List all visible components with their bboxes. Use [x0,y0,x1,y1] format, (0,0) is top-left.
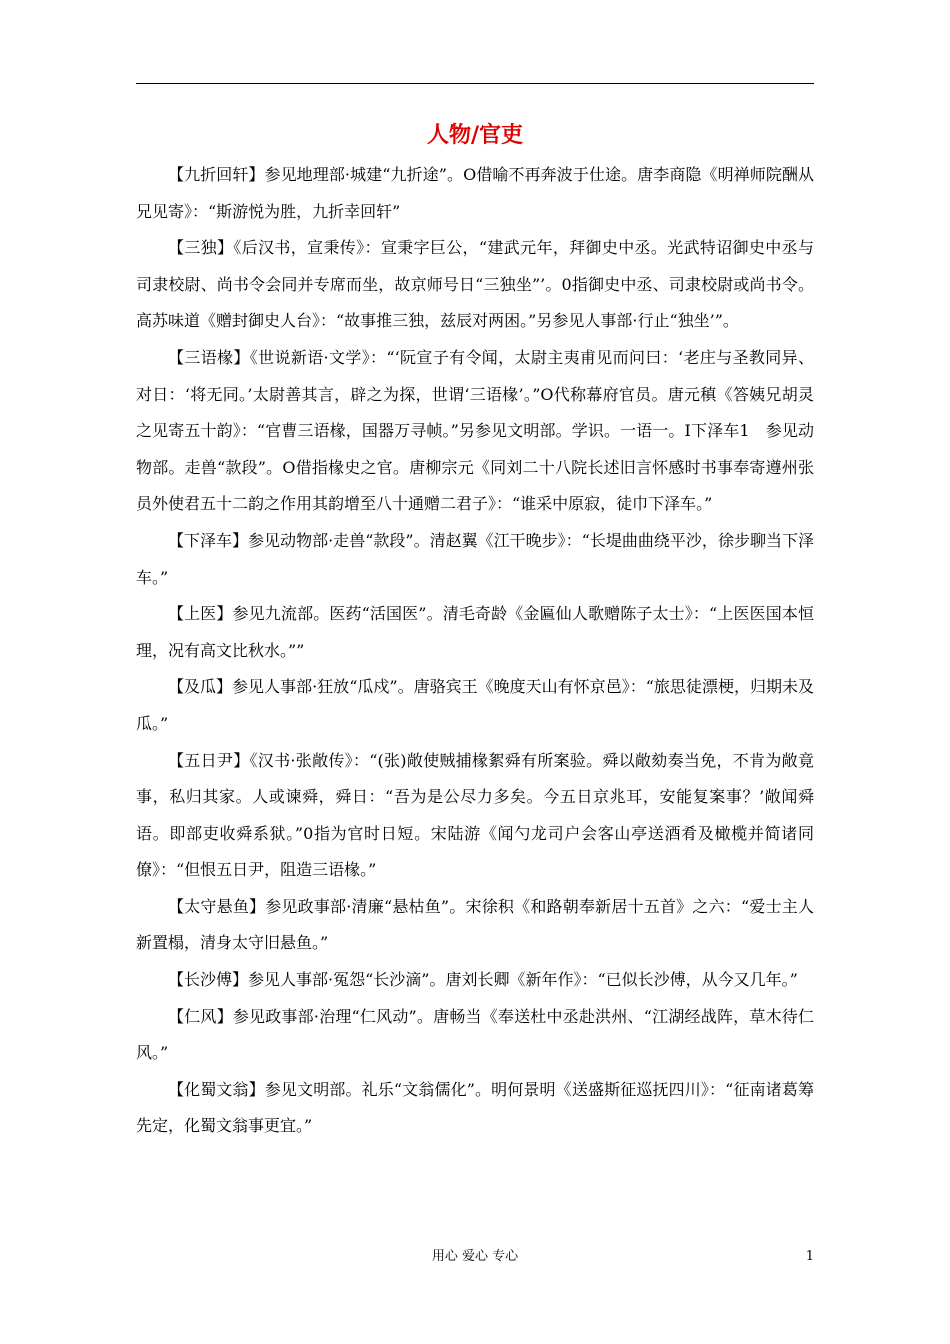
entry-list [136,157,814,1145]
page-title: 人物/官吏 [426,122,524,148]
entry-huashu-wenweng: 【化蜀文翁】参见文明部。礼乐“文翁儒化”。明何景明《送盛斯征巡抚四川》：“征南诸葛筹先定，化蜀文翁事更宜。” [136,1079,814,1136]
entry-wu-ri-yin: 【五日尹】《汉书·张敞传》：“(张)敞使贼捕椽絮舜有所案验。舜以敞劾奏当免，不肯为敞竟事，私归其家。人或谏舜，舜日：“吾为是公尽力多矣。今五日京兆耳，安能复案事？’敞闻舜语。即部吏收舜系狱。”0指为官时日短。宋陆游《闻勺龙司户会客山亭送酒肴及橄榄并简诸同僚》：“但恨五日尹，阻造三语椽。” [136,750,814,880]
entry-xia-ze-che: 【下泽车】参见动物部·走兽“款段”。清赵翼《江干晚步》：“长堤曲曲绕平沙，徐步聊当下泽车。” [136,530,814,587]
entry-ji-gua: 【及瓜】参见人事部·狂放“瓜戍”。唐骆宾王《晚度天山有怀京邑》：“旅思徒漂梗，归期未及瓜。” [136,677,814,733]
entry-taishou-xuanyu: 【太守悬鱼】参见政事部·清廉“悬枯鱼”。宋徐积《和路朝奉新居十五首》之六：“爱士主人新置榻，清身太守旧悬鱼。” [136,896,814,953]
header-rule [136,83,814,84]
page-footer: 用心 爱心 专心 [431,1249,519,1264]
entry-san-yu-yuan: 【三语椽】《世说新语·文学》：“‘阮宣子有令闻，太尉主夷甫见而问曰：‘老庄与圣教同异、对日：‘将无同。’太尉善其言，辟之为探，世谓‘三语椽’。”O代称幕府官员。唐元稹《答姨兄胡灵之见寄五十韵》：“官曹三语椽，国器万寻帧。”另参见文明部。学识。一语一。I下泽车1 参见动物部。走兽“款段”。O借指椽史之官。唐柳宗元《同刘二十八院长述旧言怀感时书事奉寄遵州张员外使君五十二韵之作用其韵增至八十通赠二君子》：“谁采中原寂，徒巾下泽车。” [136,347,814,514]
entry-jiuzhe-huixuan: 【九折回轩】参见地理部·城建“九折途”。O借喻不再奔波于仕途。唐李商隐《明禅师院酬从兄见寄》：“斯游悦为胜，九折幸回轩” [136,165,814,221]
entry-shang-yi: 【上医】参见九流部。医药“活国医”。清毛奇龄《金匾仙人歌赠陈子太士》：“上医医国本恒理，况有高文比秋水。”” [136,604,814,660]
entry-changsha-fu: 【长沙傅】参见人事部·冤怨“长沙滴”。唐刘长卿《新年作》：“已似长沙傅，从今又几年。” [168,970,798,990]
page-number: 1 [805,1249,814,1264]
entry-san-du: 【三独】《后汉书，宣秉传》：宣秉字巨公，“建武元年，拜御史中丞。光武特诏御史中丞与司隶校尉、尚书令会同并专席而坐，故京师号日“三独坐”’。0指御史中丞、司隶校尉或尚书令。高苏味道《赠封御史人台》：“故事推三独，兹辰对两困。”另参见人事部·行止“独坐’”。 [136,238,814,331]
entry-ren-feng: 【仁风】参见政事部·治理“仁风动”。唐畅当《奉送杜中丞赴洪州、“江湖经战阵，草木待仁风。” [136,1006,814,1063]
